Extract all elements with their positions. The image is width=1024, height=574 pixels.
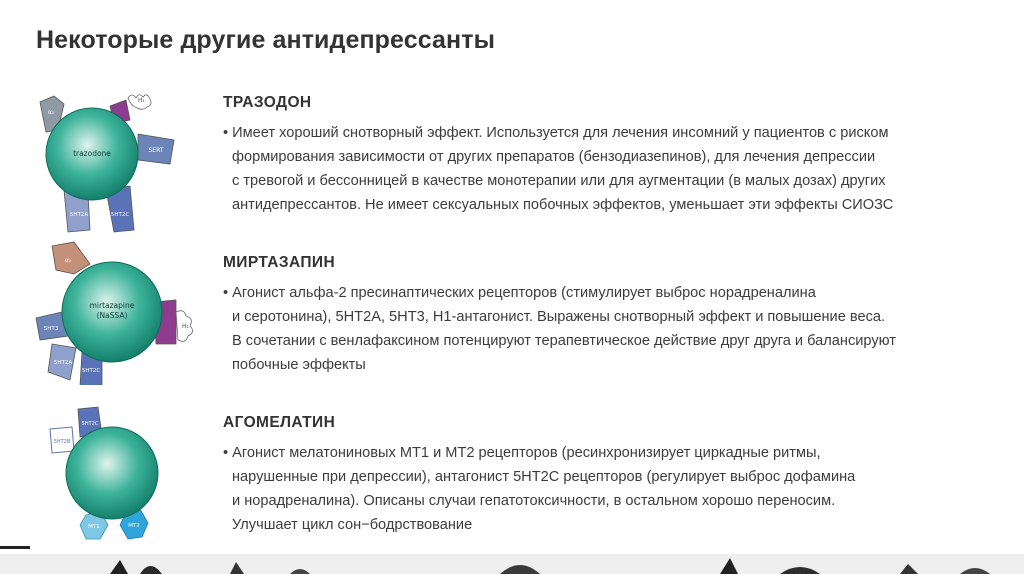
- svg-text:SERT: SERT: [148, 147, 164, 154]
- svg-text:MT2: MT2: [128, 523, 140, 529]
- agomelatine-text-line: • Агонист мелатониновых МТ1 и МТ2 рецепторов (ресинхронизирует циркадные ритмы,: [223, 445, 821, 461]
- trazodone-text-line: антидепрессантов. Не имеет сексуальных побочных эффектов, уменьшает эти эффекты СИОЗС: [232, 197, 894, 213]
- trazodone-text-line: формирования зависимости от других препаратов (бензодиазепинов), для лечения депрессии: [232, 149, 876, 165]
- agomelatine-text-line: и норадреналина). Описаны случаи гепатотоксичности, в остальном хорошо переносим.: [232, 493, 836, 509]
- svg-text:5HT2B: 5HT2B: [53, 439, 71, 445]
- agomelatine-heading: АГОМЕЛАТИН: [223, 414, 336, 431]
- svg-text:H₁: H₁: [182, 323, 189, 330]
- trazodone-text-line: • Имеет хороший снотворный эффект. Используется для лечения инсомний у пациентов с риском: [223, 125, 889, 141]
- mirtazapine-section: [223, 254, 1013, 377]
- decorative-silhouettes: [0, 554, 1024, 574]
- trazodone-section: [223, 94, 1013, 217]
- alpha2-receptor: [52, 242, 90, 274]
- agomelatine-section: [223, 414, 1013, 537]
- trazodone-diagram: [34, 90, 184, 235]
- nassa-label: (NaSSA): [96, 311, 128, 320]
- mirtazapine-text-line: • Агонист альфа-2 пресинаптических рецепторов (стимулирует выброс норадреналина: [223, 285, 816, 301]
- slide-corner-marker: [0, 546, 30, 549]
- svg-text:5HT3: 5HT3: [43, 326, 59, 332]
- svg-text:5HT2C: 5HT2C: [110, 212, 130, 218]
- svg-text:5HT2C: 5HT2C: [81, 368, 101, 374]
- 5ht2a-receptor-mirtazapine: [48, 344, 76, 380]
- 5ht2b-receptor: [50, 427, 74, 453]
- mirtazapine-text-line: и серотонина), 5HT2A, 5HT3, H1-антагонист. Выражены снотворный эффект и повышение веса.: [232, 309, 886, 325]
- mirtazapine-text-line: побочные эффекты: [232, 357, 366, 373]
- slide-title: Некоторые другие антидепрессанты: [36, 26, 496, 54]
- sert-receptor: [138, 134, 174, 164]
- trazodone-text-line: с тревогой и бессонницей в качестве монотерапии или для аугментации (в малых дозах) других: [232, 173, 886, 189]
- agomelatine-sphere: [66, 427, 158, 519]
- mirtazapine-text-line: В сочетании с венлафаксином потенцируют терапевтическое действие друг друга и балансируют: [232, 333, 896, 349]
- trazodone-heading: ТРАЗОДОН: [223, 94, 312, 111]
- svg-text:5HT2A: 5HT2A: [53, 360, 73, 366]
- svg-text:5HT2C: 5HT2C: [81, 421, 99, 427]
- svg-text:MT1: MT1: [88, 524, 100, 530]
- mirtazapine-heading: МИРТАЗАПИН: [223, 254, 336, 271]
- svg-text:α₂: α₂: [64, 257, 72, 264]
- next-slide-preview-strip: [0, 554, 1024, 574]
- agomelatine-text-line: нарушенные при депрессии), антагонист 5НТ2С рецепторов (регулирует выброс дофамина: [232, 469, 856, 485]
- agomelatine-text-line: Улучшает цикл сон−бодрствование: [232, 517, 473, 533]
- mirtazapine-diagram: [30, 240, 200, 385]
- svg-text:α₁: α₁: [47, 109, 55, 116]
- mirtazapine-label: mirtazapine: [89, 301, 135, 310]
- svg-text:H₁: H₁: [138, 97, 145, 104]
- svg-text:5HT2A: 5HT2A: [69, 212, 89, 218]
- trazodone-label: trazodone: [73, 149, 111, 158]
- agomelatine-diagram: [40, 405, 170, 545]
